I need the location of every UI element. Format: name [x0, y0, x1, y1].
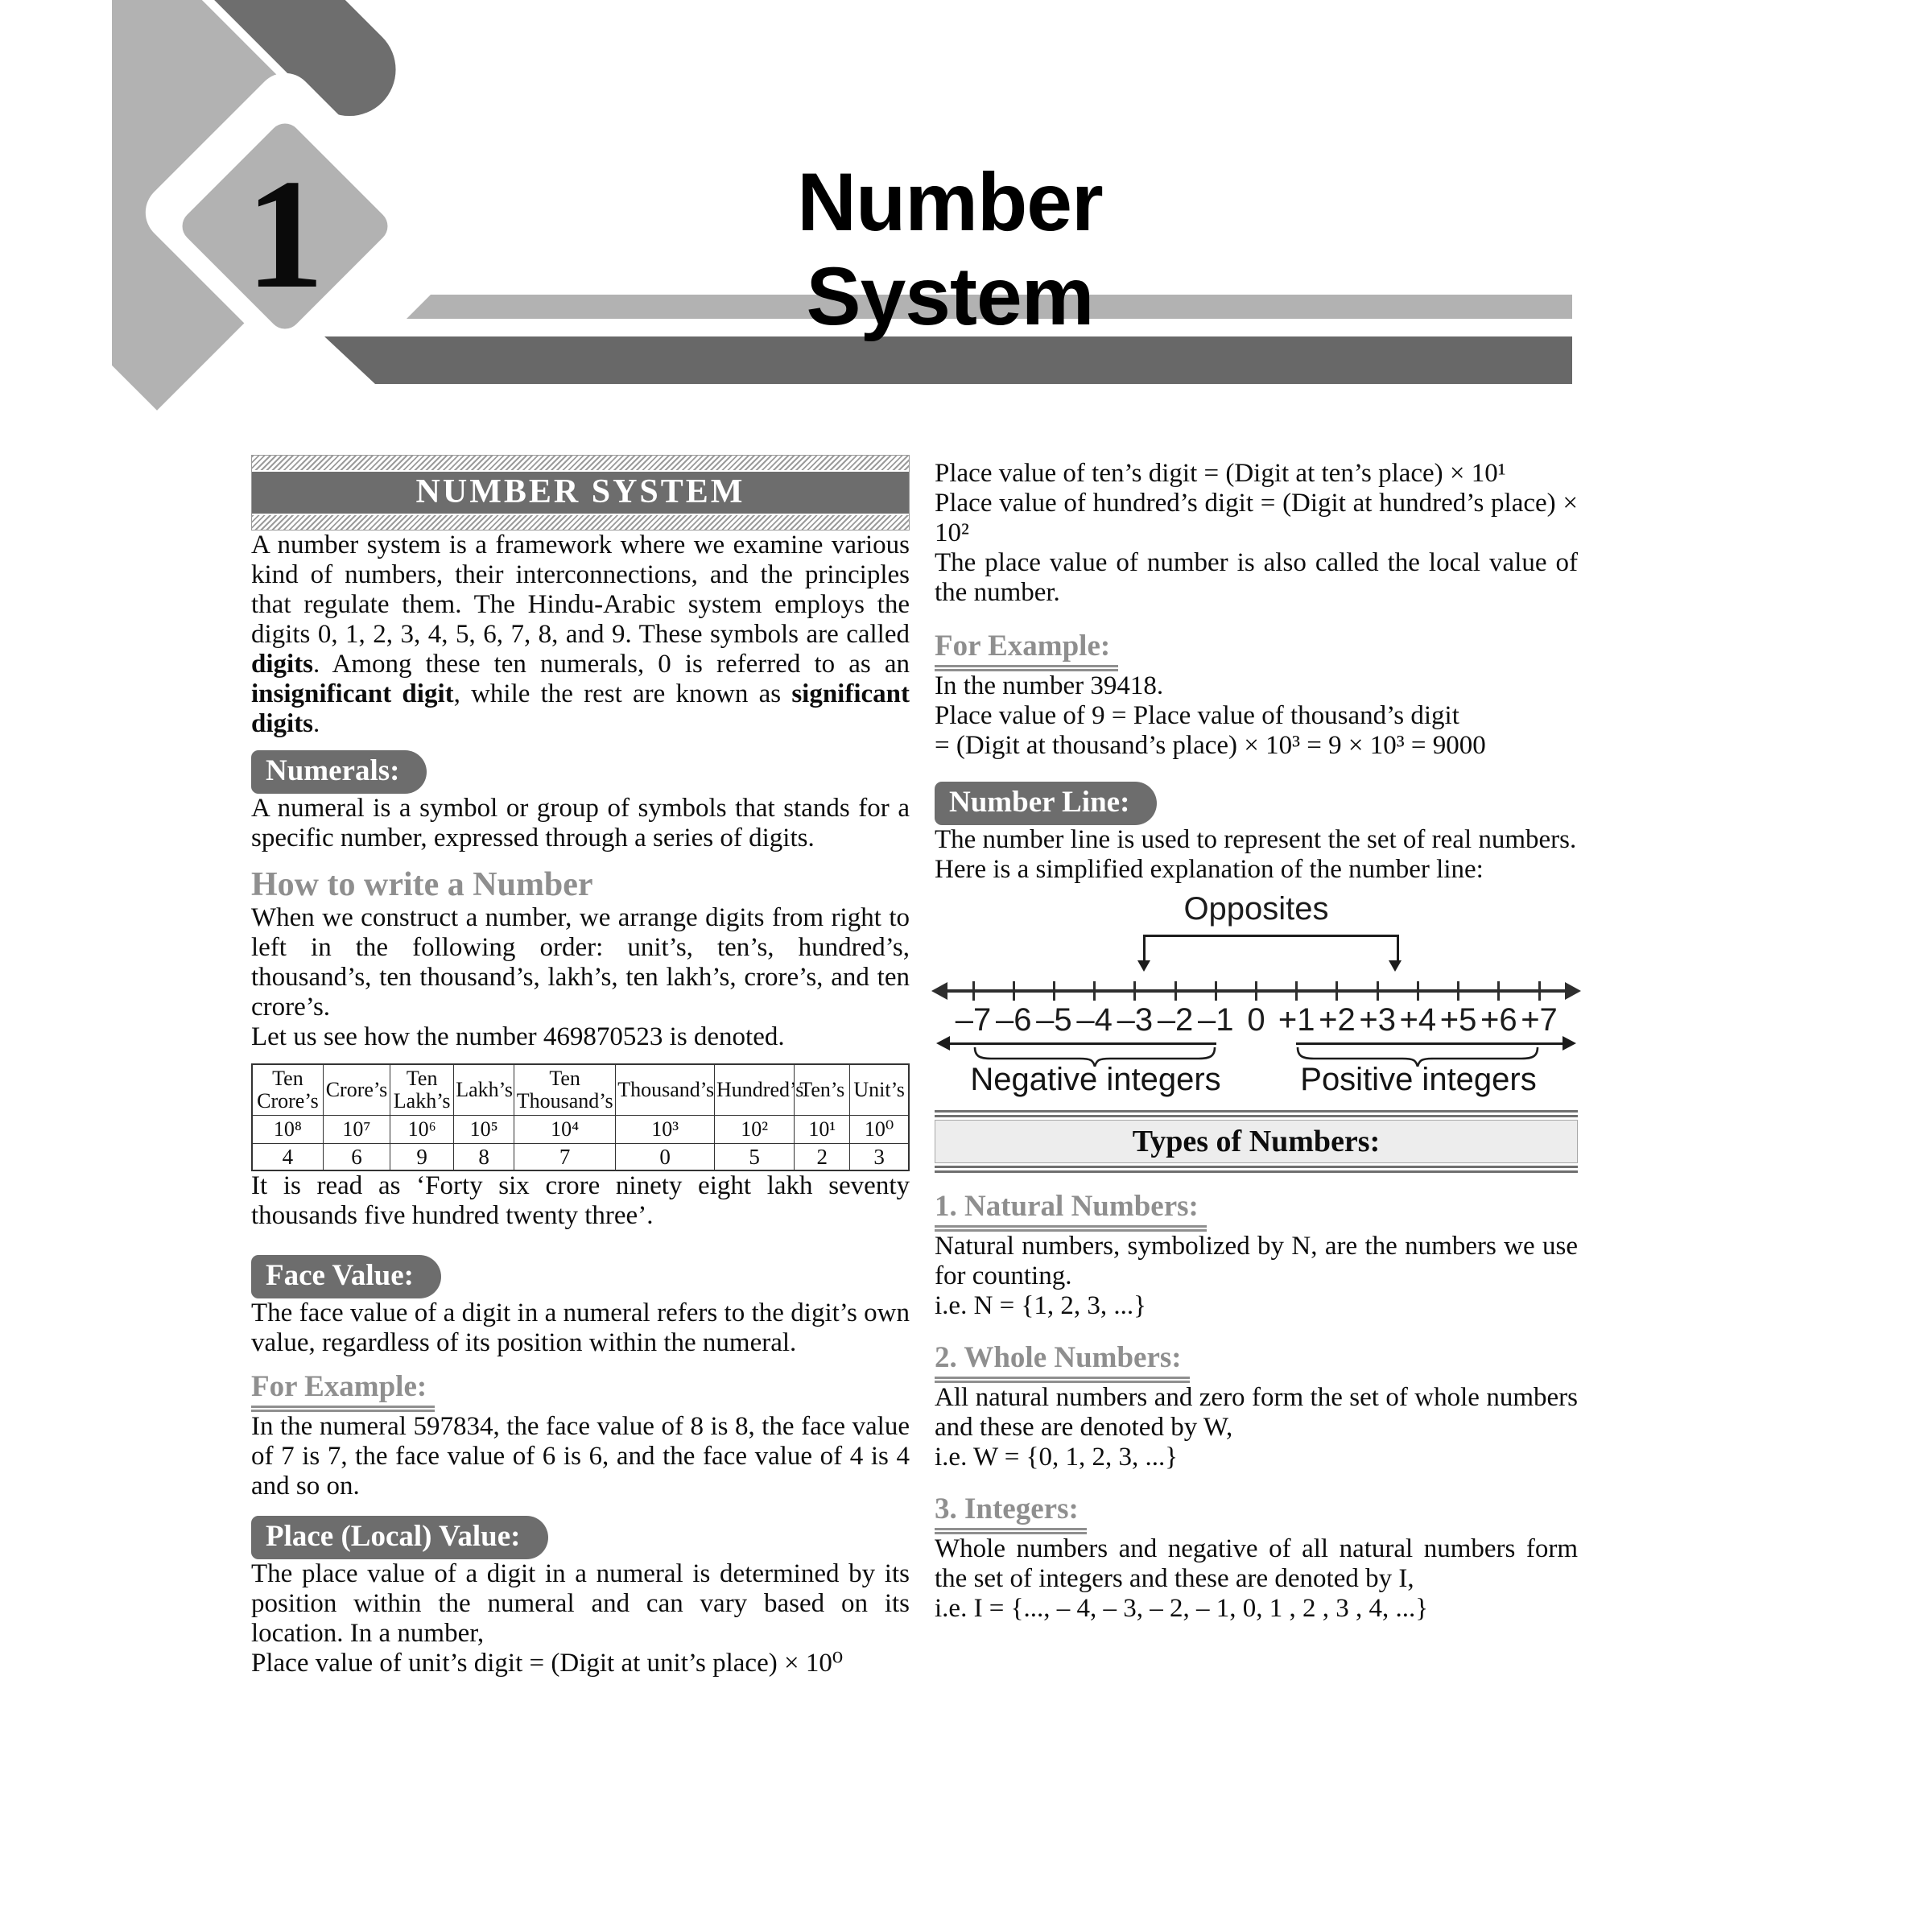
opposites-arrow-left — [1137, 960, 1150, 972]
number-line-text-1: The number line is used to represent the set of real numbers. — [935, 825, 1577, 854]
axis-tick-label: –1 — [1198, 1002, 1234, 1038]
place-value-table — [251, 1063, 910, 1171]
negative-range-line — [939, 1042, 1216, 1045]
table-cell: 7 — [514, 1144, 616, 1171]
example-pv9-line: Place value of 9 = Place value of thousand’s digit — [935, 701, 1459, 730]
axis-arrow-right — [1565, 982, 1581, 1000]
integers-heading: 3. Integers: — [935, 1493, 1087, 1534]
integers-paragraph: Whole numbers and negative of all natural numbers form the set of integers and these are denoted by I, — [935, 1534, 1578, 1593]
banner-hatch-top — [252, 456, 909, 472]
table-cell: 10³ — [616, 1116, 715, 1144]
axis-tick-label: –5 — [1036, 1002, 1072, 1038]
axis-tick — [1013, 981, 1015, 1001]
natural-numbers-paragraph: Natural numbers, symbolized by N, are the numbers we use for counting. — [935, 1232, 1578, 1290]
axis-tick — [1497, 981, 1500, 1001]
axis-tick — [1457, 981, 1459, 1001]
table-cell: Lakh’s — [454, 1064, 514, 1116]
types-banner-title: Types of Numbers: — [935, 1120, 1578, 1163]
axis-tick-label: +1 — [1278, 1002, 1315, 1038]
axis-tick-label: –3 — [1117, 1002, 1154, 1038]
place-value-paragraph: The place value of a digit in a numeral is determined by its position within the numeral and can vary based on its location. In a number, — [251, 1559, 910, 1648]
intro-paragraph: A number system is a framework where we examine various kind of numbers, their interconnections, and the principles that regulate them. The Hindu-Arabic system employs the digits 0, 1, 2, 3, 4, 5, 6, 7, 8, and 9. These symbols are called digits. Among these ten numerals, 0 is referred to as an insignificant digit, while the rest are known as significant digits. — [251, 530, 910, 738]
table-row — [252, 1064, 909, 1116]
number-line-diagram — [935, 891, 1578, 1097]
chapter-number: 1 — [246, 147, 324, 321]
integers-set: i.e. I = {..., – 4, – 3, – 2, – 1, 0, 1 , 2 , 3 , 4, ...} — [935, 1594, 1429, 1623]
table-cell: Thousand’s — [616, 1064, 715, 1116]
table-cell: 10⁰ — [850, 1116, 909, 1144]
chapter-emblem — [112, 0, 643, 451]
axis-tick-label: +7 — [1521, 1002, 1558, 1038]
example-number-line: In the number 39418. — [935, 671, 1164, 700]
table-row — [252, 1116, 909, 1144]
table-cell: Hundred’s — [715, 1064, 795, 1116]
positive-range-line — [1296, 1042, 1573, 1045]
positive-range-arrowhead — [1563, 1036, 1576, 1051]
table-cell: 9 — [390, 1144, 454, 1171]
axis-arrow-left — [931, 982, 947, 1000]
axis-tick-label: +2 — [1319, 1002, 1356, 1038]
table-cell: 10⁴ — [514, 1116, 616, 1144]
number-line-text-2: Here is a simplified explanation of the number line: — [935, 855, 1484, 884]
table-cell: 10¹ — [795, 1116, 850, 1144]
example-result-line: = (Digit at thousand’s place) × 10³ = 9 × 10³ = 9000 — [935, 731, 1486, 760]
number-line-heading: Number Line: — [935, 782, 1157, 825]
opposites-bracket — [1143, 935, 1399, 963]
whole-numbers-set: i.e. W = {0, 1, 2, 3, ...} — [935, 1443, 1179, 1472]
axis-tick — [1335, 981, 1338, 1001]
banner-hatch-bottom — [252, 514, 909, 530]
table-cell: 10⁶ — [390, 1116, 454, 1144]
natural-numbers-heading: 1. Natural Numbers: — [935, 1191, 1207, 1232]
table-cell: 10⁵ — [454, 1116, 514, 1144]
axis-tick — [1377, 981, 1379, 1001]
negative-range-arrowhead — [936, 1036, 950, 1051]
axis-tick — [1255, 981, 1257, 1001]
axis-tick-label: +3 — [1359, 1002, 1396, 1038]
axis-tick — [1133, 981, 1136, 1001]
table-cell: 0 — [616, 1144, 715, 1171]
table-cell: 10² — [715, 1116, 795, 1144]
table-cell: Ten Crore’s — [252, 1064, 323, 1116]
table-cell: 10⁸ — [252, 1116, 323, 1144]
place-value-heading: Place (Local) Value: — [251, 1516, 548, 1559]
place-value-tens-line: Place value of ten’s digit = (Digit at ten’s place) × 10¹ — [935, 459, 1506, 488]
table-cell: Ten Thousand’s — [514, 1064, 616, 1116]
axis-tick-label: +6 — [1480, 1002, 1517, 1038]
axis-tick-label: 0 — [1247, 1002, 1265, 1038]
axis-tick — [1538, 981, 1541, 1001]
whole-numbers-paragraph: All natural numbers and zero form the set of whole numbers and these are denoted by W, — [935, 1383, 1578, 1442]
page-title: Number System — [797, 156, 1103, 342]
face-value-heading: Face Value: — [251, 1255, 441, 1298]
table-cell: Ten’s — [795, 1064, 850, 1116]
left-column — [251, 455, 910, 1678]
number-system-banner — [251, 455, 910, 530]
axis-tick — [1215, 981, 1217, 1001]
table-cell: 6 — [323, 1144, 390, 1171]
whole-numbers-heading: 2. Whole Numbers: — [935, 1342, 1190, 1383]
natural-numbers-set: i.e. N = {1, 2, 3, ...} — [935, 1291, 1146, 1320]
table-cell: 5 — [715, 1144, 795, 1171]
table-cell: 4 — [252, 1144, 323, 1171]
table-cell: Unit’s — [850, 1064, 909, 1116]
face-value-paragraph: The face value of a digit in a numeral refers to the digit’s own value, regardless of its position within the numeral. — [251, 1298, 910, 1357]
axis-tick-label: –2 — [1157, 1002, 1194, 1038]
axis-tick-label: –6 — [995, 1002, 1032, 1038]
for-example-heading-2: For Example: — [935, 630, 1118, 671]
table-cell: 2 — [795, 1144, 850, 1171]
numerals-paragraph: A numeral is a symbol or group of symbols that stands for a specific number, expressed through a series of digits. — [251, 794, 910, 852]
place-value-hundreds-line: Place value of hundred’s digit = (Digit at hundred’s place) × 10² — [935, 489, 1578, 547]
local-value-paragraph: The place value of number is also called the local value of the number. — [935, 548, 1578, 607]
numerals-heading: Numerals: — [251, 750, 427, 794]
table-cell: 8 — [454, 1144, 514, 1171]
for-example-heading-1: For Example: — [251, 1371, 435, 1412]
how-to-write-heading: How to write a Number — [251, 866, 593, 903]
opposites-label: Opposites — [1183, 891, 1329, 927]
see-number-line: Let us see how the number 469870523 is denoted. — [251, 1022, 785, 1051]
positive-integers-label: Positive integers — [1300, 1062, 1537, 1097]
axis-tick — [1053, 981, 1055, 1001]
place-value-unit-line: Place value of unit’s digit = (Digit at unit’s place) × 10⁰ — [251, 1649, 844, 1678]
banner-title: NUMBER SYSTEM — [252, 472, 909, 514]
table-cell: 3 — [850, 1144, 909, 1171]
axis-tick-label: –7 — [955, 1002, 992, 1038]
how-to-write-paragraph: When we construct a number, we arrange digits from right to left in the following order: unit’s, ten’s, hundred’s, thousand’s, ten thousand’s, lakh’s, ten lakh’s, crore’s, and ten crore’s. — [251, 903, 910, 1022]
types-of-numbers-banner — [935, 1110, 1578, 1173]
face-value-example-paragraph: In the numeral 597834, the face value of 8 is 8, the face value of 7 is 7, the face value of 6 is 6, and the face value of 4 is 4 and so on. — [251, 1412, 910, 1501]
table-cell: 10⁷ — [323, 1116, 390, 1144]
axis-tick — [1295, 981, 1298, 1001]
right-column — [935, 459, 1578, 1624]
axis-tick — [1174, 981, 1177, 1001]
axis-tick-label: +5 — [1439, 1002, 1477, 1038]
negative-integers-label: Negative integers — [970, 1062, 1221, 1097]
axis-tick-label: –4 — [1076, 1002, 1113, 1038]
axis-tick — [1093, 981, 1096, 1001]
axis-tick-label: +4 — [1399, 1002, 1437, 1038]
opposites-arrow-right — [1389, 960, 1402, 972]
place-value-table-body — [252, 1064, 909, 1170]
types-banner-rule-top — [935, 1110, 1578, 1117]
axis-tick — [1417, 981, 1419, 1001]
types-banner-rule-bottom — [935, 1166, 1578, 1173]
table-cell: Ten Lakh’s — [390, 1064, 454, 1116]
axis-tick — [972, 981, 975, 1001]
read-as-paragraph: It is read as ‘Forty six crore ninety eight lakh seventy thousands five hundred twenty three’. — [251, 1171, 910, 1230]
table-cell: Crore’s — [323, 1064, 390, 1116]
table-row — [252, 1144, 909, 1171]
